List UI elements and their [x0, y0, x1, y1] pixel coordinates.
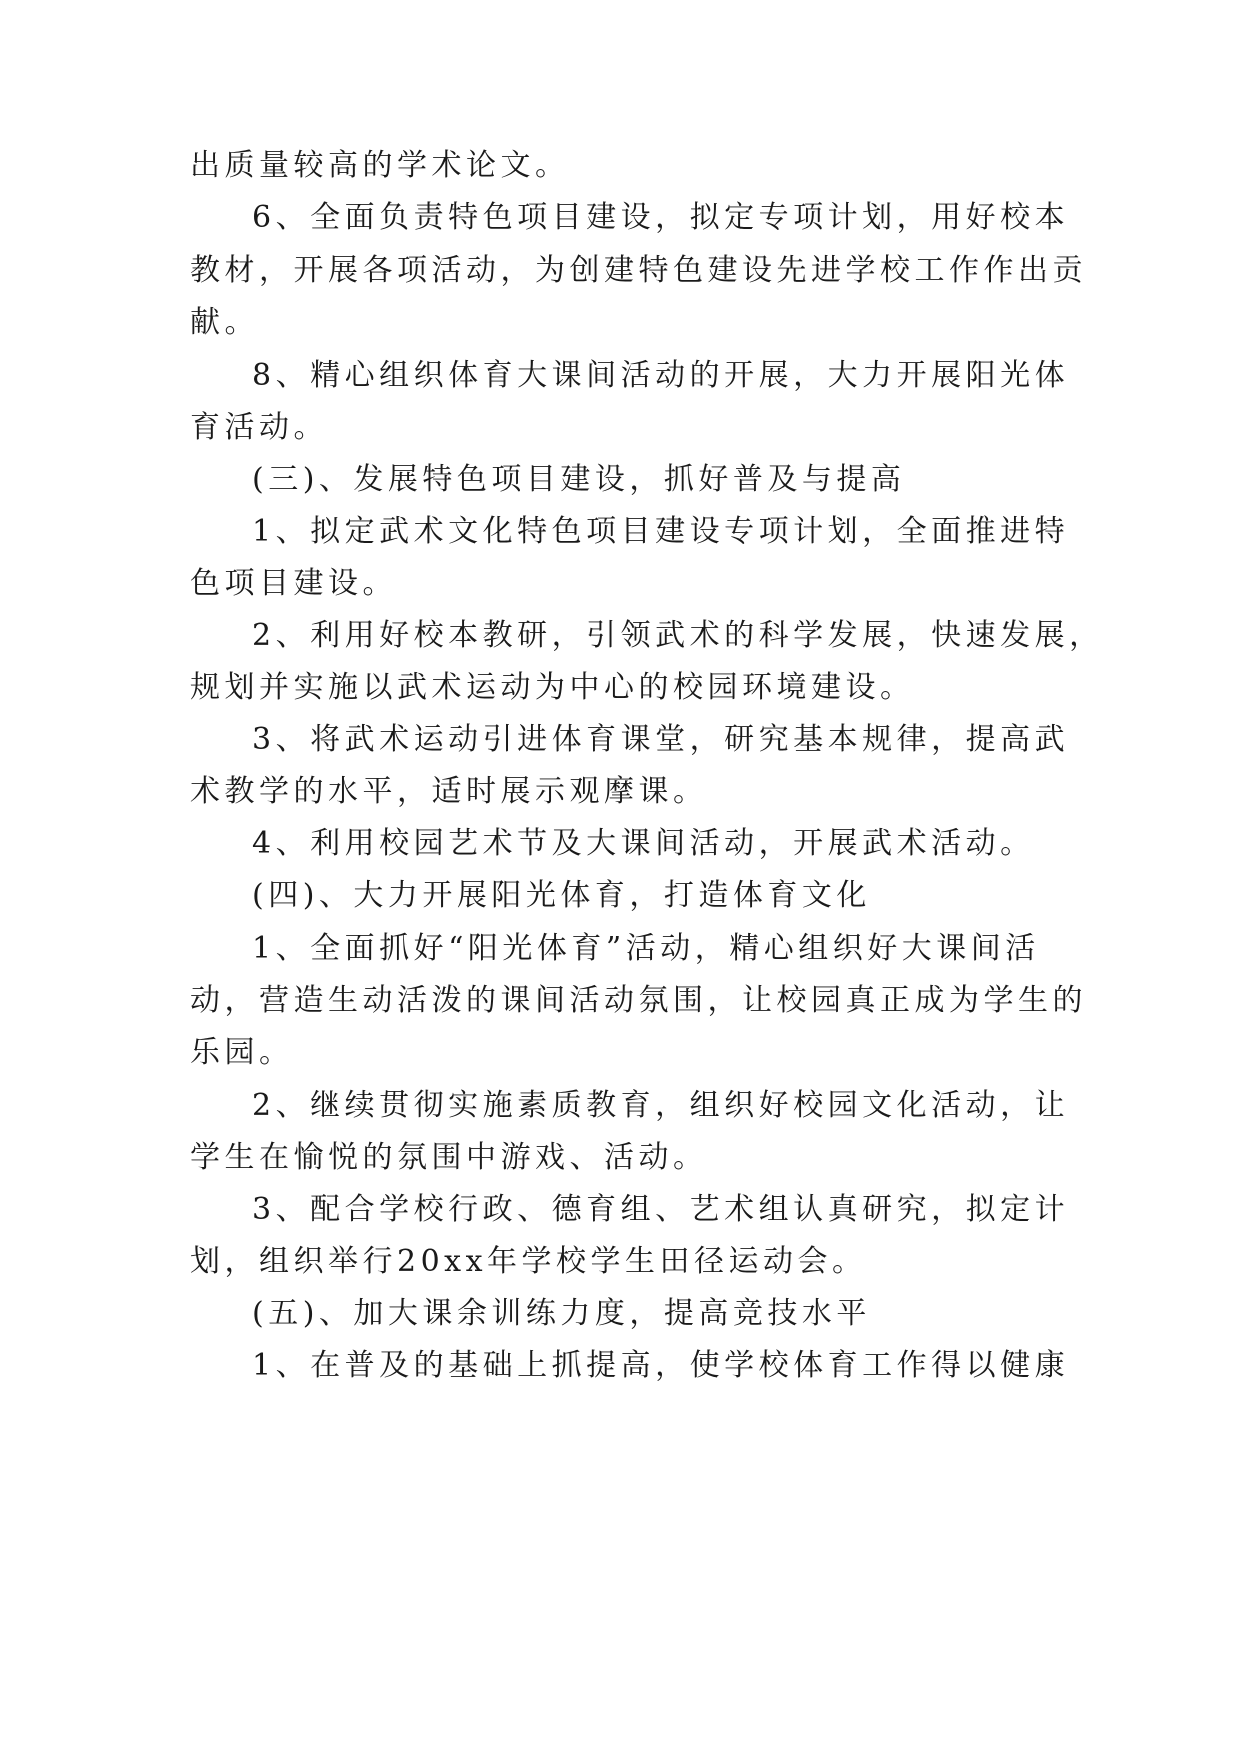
text-line: 2、利用好校本教研，引领武术的科学发展，快速发展， [252, 618, 1104, 653]
text-line: 学生在愉悦的氛围中游戏、活动。 [190, 1140, 708, 1175]
text-line: 育活动。 [190, 410, 328, 445]
text-line: 4、利用校园艺术节及大课间活动，开展武术活动。 [252, 826, 1035, 861]
section-heading: (五)、加大课余训练力度，提高竞技水平 [252, 1296, 871, 1331]
text-line: 8、精心组织体育大课间活动的开展，大力开展阳光体 [252, 358, 1070, 393]
text-line: 献。 [190, 305, 259, 340]
text-line: 2、继续贯彻实施素质教育，组织好校园文化活动，让 [252, 1088, 1070, 1123]
text-line: 6、全面负责特色项目建设，拟定专项计划，用好校本 [252, 200, 1070, 235]
section-heading: (四)、大力开展阳光体育，打造体育文化 [252, 878, 871, 913]
text-line: 术教学的水平，适时展示观摩课。 [190, 774, 708, 809]
section-heading: (三)、发展特色项目建设，抓好普及与提高 [252, 462, 906, 497]
text-line: 3、配合学校行政、德育组、艺术组认真研究，拟定计 [252, 1192, 1070, 1227]
text-line: 动，营造生动活泼的课间活动氛围，让校园真正成为学生的 [190, 983, 1087, 1018]
text-line: 出质量较高的学术论文。 [190, 148, 570, 183]
text-line: 1、全面抓好“阳光体育”活动，精心组织好大课间活 [252, 931, 1040, 966]
text-line: 3、将武术运动引进体育课堂，研究基本规律，提高武 [252, 722, 1070, 757]
text-line: 色项目建设。 [190, 566, 397, 601]
text-line: 规划并实施以武术运动为中心的校园环境建设。 [190, 670, 915, 705]
text-line: 乐园。 [190, 1035, 294, 1070]
text-line: 教材，开展各项活动，为创建特色建设先进学校工作作出贡 [190, 253, 1087, 288]
text-line: 划，组织举行20xx年学校学生田径运动会。 [190, 1244, 867, 1279]
text-line: 1、在普及的基础上抓提高，使学校体育工作得以健康 [252, 1348, 1070, 1383]
text-line: 1、拟定武术文化特色项目建设专项计划，全面推进特 [252, 514, 1070, 549]
